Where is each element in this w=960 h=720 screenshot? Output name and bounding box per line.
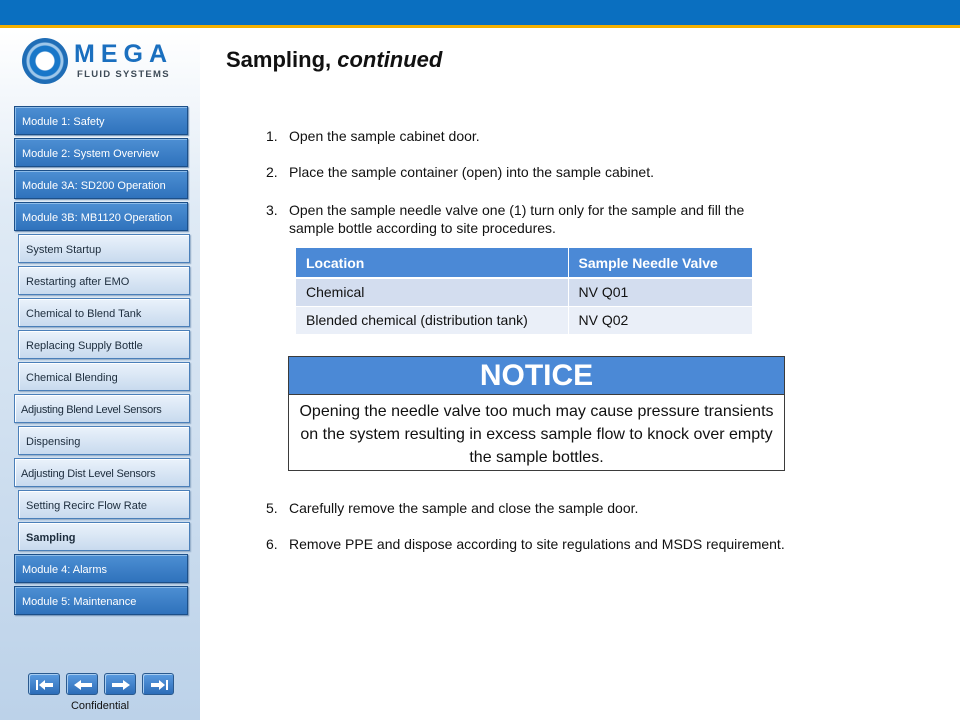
page-navigation	[28, 673, 174, 697]
step-2	[266, 163, 796, 181]
nav-module-3a-sd200-operation[interactable]: Module 3A: SD200 Operation	[14, 170, 188, 199]
step-text: Place the sample container (open) into the sample cabinet.	[289, 164, 654, 180]
nav-module-5-maintenance[interactable]: Module 5: Maintenance	[14, 586, 188, 615]
table-row	[296, 306, 752, 334]
column-header-valve: Sample Needle Valve	[568, 248, 752, 278]
step-3	[266, 201, 796, 237]
nav-module-1-safety[interactable]: Module 1: Safety	[14, 106, 188, 135]
page-title-emphasis: continued	[337, 47, 443, 72]
step-number: 6.	[266, 536, 278, 552]
step-number: 3.	[266, 202, 278, 218]
table-cell-valve: NV Q01	[568, 278, 752, 306]
next-page-icon	[110, 678, 132, 692]
nav-module-4-alarms[interactable]: Module 4: Alarms	[14, 554, 188, 583]
nav-sampling-active[interactable]: Sampling	[18, 522, 190, 551]
table-header-row	[296, 248, 752, 278]
mega-logo	[22, 36, 182, 88]
nav-dispensing[interactable]: Dispensing	[18, 426, 190, 455]
next-page-button[interactable]	[104, 673, 136, 695]
last-page-icon	[148, 678, 170, 692]
step-number: 5.	[266, 500, 278, 516]
notice-body: Opening the needle valve too much may cause pressure transients on the system resulting in excess sample flow to knock over empty the sample bottles.	[299, 403, 774, 466]
page-title-main: Sampling,	[226, 47, 332, 72]
logo-tagline: FLUID SYSTEMS	[77, 69, 170, 80]
top-banner	[0, 0, 960, 28]
nav-module-2-system-overview[interactable]: Module 2: System Overview	[14, 138, 188, 167]
page-title	[226, 47, 442, 73]
nav-system-startup[interactable]: System Startup	[18, 234, 190, 263]
nav-adjusting-blend-level-sensors[interactable]: Adjusting Blend Level Sensors	[14, 394, 190, 423]
notice-heading: NOTICE	[289, 357, 784, 395]
step-number: 2.	[266, 164, 278, 180]
nav-chemical-to-blend-tank[interactable]: Chemical to Blend Tank	[18, 298, 190, 327]
nav-module-3b-mb1120-operation[interactable]: Module 3B: MB1120 Operation	[14, 202, 188, 231]
table-cell-valve: NV Q02	[568, 306, 752, 334]
confidential-label: Confidential	[70, 700, 130, 712]
step-text: Remove PPE and dispose according to site regulations and MSDS requirement.	[289, 536, 785, 552]
table-cell-location: Chemical	[296, 278, 568, 306]
notice-box	[288, 356, 785, 471]
column-header-location: Location	[296, 248, 568, 278]
nav-chemical-blending[interactable]: Chemical Blending	[18, 362, 190, 391]
step-6	[266, 535, 796, 553]
step-5	[266, 499, 796, 517]
table-row	[296, 278, 752, 306]
step-text: Carefully remove the sample and close the sample door.	[289, 500, 639, 516]
step-text: Open the sample needle valve one (1) turn only for the sample and fill the sample bottle according to site procedures.	[289, 202, 745, 236]
step-number: 1.	[266, 128, 278, 144]
first-page-icon	[34, 678, 56, 692]
nav-setting-recirc-flow-rate[interactable]: Setting Recirc Flow Rate	[18, 490, 190, 519]
step-text: Open the sample cabinet door.	[289, 128, 480, 144]
table-cell-location: Blended chemical (distribution tank)	[296, 306, 568, 334]
nav-restarting-after-emo[interactable]: Restarting after EMO	[18, 266, 190, 295]
previous-page-icon	[72, 678, 94, 692]
step-1	[266, 127, 796, 145]
logo-wordmark: MEGA	[74, 40, 173, 68]
nav-adjusting-dist-level-sensors[interactable]: Adjusting Dist Level Sensors	[14, 458, 190, 487]
last-page-button[interactable]	[142, 673, 174, 695]
first-page-button[interactable]	[28, 673, 60, 695]
previous-page-button[interactable]	[66, 673, 98, 695]
sample-valve-table	[296, 248, 752, 334]
logo-ring-icon	[22, 38, 68, 84]
nav-replacing-supply-bottle[interactable]: Replacing Supply Bottle	[18, 330, 190, 359]
